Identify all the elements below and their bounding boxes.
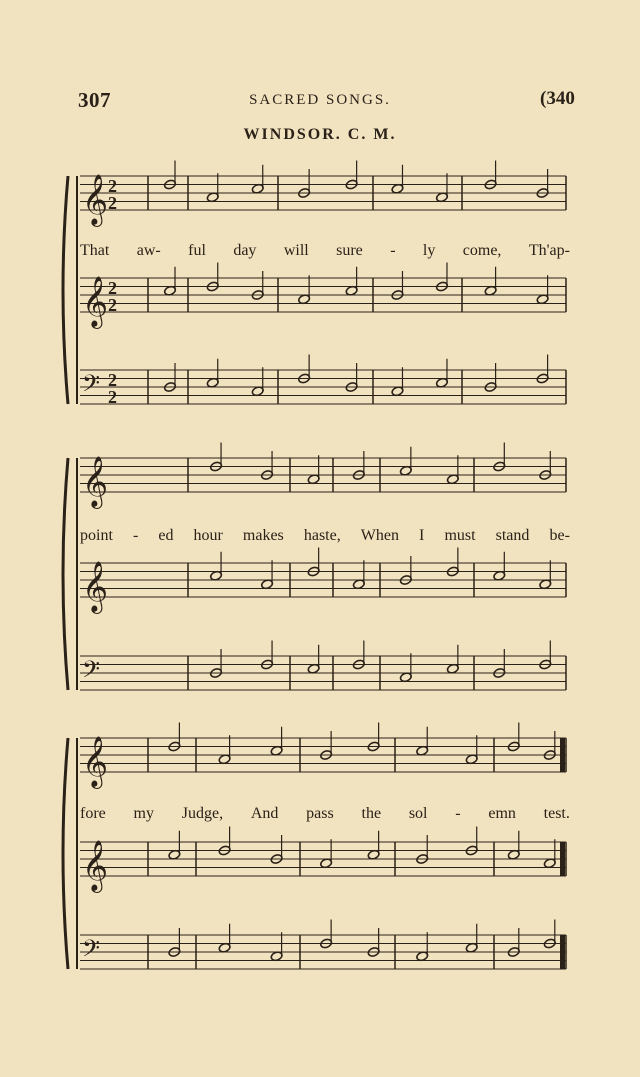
lyric-syllable: day xyxy=(233,242,257,259)
system-bracket xyxy=(63,738,68,969)
lyric-syllable: stand xyxy=(495,527,530,544)
lyric-syllable: ly xyxy=(422,242,436,259)
treble-clef-icon: 𝄞 xyxy=(82,456,109,507)
treble-clef-icon: 𝄞 xyxy=(82,736,109,787)
lyric-syllable: Judge, xyxy=(181,805,224,822)
time-signature-top: 2 xyxy=(108,176,117,196)
bass-clef-icon: 𝄢 xyxy=(82,655,101,689)
time-signature-bottom: 2 xyxy=(108,193,117,213)
lyric-syllable: Th'ap- xyxy=(528,242,570,259)
lyric-syllable: hour xyxy=(193,527,223,544)
lyric-syllable: And xyxy=(250,805,279,822)
page-number: 307 xyxy=(78,88,111,112)
lyric-syllable: sure xyxy=(336,242,363,259)
time-signature-bottom: 2 xyxy=(108,387,117,407)
lyric-syllable: point xyxy=(80,527,113,544)
lyric-syllable: - xyxy=(390,242,396,259)
final-bar xyxy=(560,738,565,772)
treble-clef-icon: 𝄞 xyxy=(82,174,109,225)
time-signature-bottom: 2 xyxy=(108,295,117,315)
lyric-syllable: fore xyxy=(80,805,106,822)
running-title: SACRED SONGS. xyxy=(249,92,391,108)
lyric-syllable: ed xyxy=(158,527,174,544)
final-bar xyxy=(560,842,565,876)
lyric-syllable: sol xyxy=(408,805,428,822)
time-signature-top: 2 xyxy=(108,278,117,298)
system-bracket xyxy=(63,176,68,404)
lyric-syllable: That xyxy=(80,242,110,259)
lyric-syllable: pass xyxy=(306,805,334,822)
lyric-syllable: emn xyxy=(488,805,516,822)
lyric-syllable: be- xyxy=(549,527,570,544)
lyric-syllable: When xyxy=(360,527,399,544)
lyric-syllable: test. xyxy=(543,805,570,822)
running-page-mark: (340 xyxy=(540,88,575,109)
lyric-syllable: must xyxy=(444,527,476,544)
lyric-syllable: will xyxy=(283,242,309,259)
treble-clef-icon: 𝄞 xyxy=(82,276,109,327)
lyric-syllable: - xyxy=(455,805,461,822)
treble-clef-icon: 𝄞 xyxy=(82,561,109,612)
time-signature-top: 2 xyxy=(108,370,117,390)
lyric-syllable: I xyxy=(419,527,425,544)
lyric-syllable: haste, xyxy=(303,527,341,544)
bass-clef-icon: 𝄢 xyxy=(82,934,101,968)
final-bar xyxy=(560,935,565,969)
lyric-syllable: ful xyxy=(188,242,206,259)
lyric-syllable: come, xyxy=(462,242,502,259)
lyric-syllable: my xyxy=(133,805,154,822)
bass-clef-icon: 𝄢 xyxy=(82,369,101,403)
lyric-syllable: makes xyxy=(242,527,284,544)
lyric-syllable: aw- xyxy=(136,242,161,259)
treble-clef-icon: 𝄞 xyxy=(82,840,109,891)
lyric-syllable: the xyxy=(361,805,382,822)
system-bracket xyxy=(63,458,68,690)
lyric-syllable: - xyxy=(132,527,139,544)
tune-title: WINDSOR. C. M. xyxy=(243,126,397,143)
